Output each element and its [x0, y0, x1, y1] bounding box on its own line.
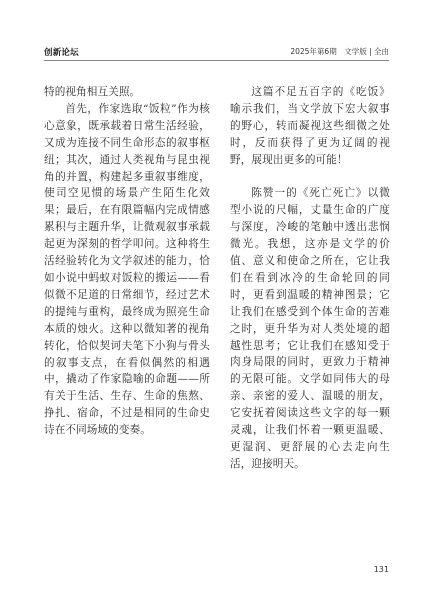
left-paragraph-continued: 特的视角相互关照。 — [44, 86, 141, 98]
section-title: 创新论坛 — [44, 48, 79, 58]
header-divider — [44, 60, 389, 61]
right-column — [230, 84, 390, 473]
right-paragraph-1: 这篇不足五百字的《吃饭》喻示我们，当文学放下宏大叙事的野心，转而凝视这些细微之处时，反而获得了更为辽阔的视野，展现出更多的可能！ — [230, 86, 390, 166]
right-paragraph-2: 陈赞一的《死亡死亡》以微型小说的尺幅，丈量生命的广度与深度，冷峻的笔触中透出悲悯微光。我想，这亦是文学的价值、意义和使命之所在，它让我们在看到冰冷的生命轮回的同时，更看到温暖的精神图景；它让我们在感受到个体生命的苦难之时，更升华为对人类处境的超越性思考；它让我们在感知受于肉身局限的同时，更致力于精神的无限可能。文学如同伟大的母亲、亲密的爱人、温暖的朋友，它安抚着阅读这些文字的每一颗灵魂，让我们怀着一颗更温暖、更湿润、更舒展的心去走向生活，迎接明天。 — [230, 187, 390, 470]
left-column — [44, 84, 210, 439]
issue-info: 2025年第6期 文学版 | 全由 — [290, 47, 389, 56]
left-paragraph-2: 首先，作家选取“饭粒”作为核心意象，既承载着日常生活经验，又成为连接不同生命形态的叙事枢纽；其次，通过人类视角与昆虫视角的并置，构建起多重叙事维度，使司空见惯的场景产生陌生化效果；最后，在有限篇幅内完成情感累积与主题升华，让微观叙事承载起更为深刻的哲学叩问。这种将生活经验转化为文学叙述的能力，恰如小说中蚂蚁对饭粒的搬运——看似微不足道的日常细节，经过艺术的提纯与重构，最终成为照亮生命本质的烛火。这种以微知著的视角转化，恰似契诃夫笔下小狗与骨头的叙事支点，在看似偶然的相遇中，撬动了作家隐喻的命题——所有关于生活、生存、生命的焦熬、挣扎、宿命，不过是相同的生命史诗在不同场域的变奏。 — [44, 102, 210, 437]
paragraph-gap — [230, 169, 390, 186]
page-number: 131 — [373, 565, 389, 574]
